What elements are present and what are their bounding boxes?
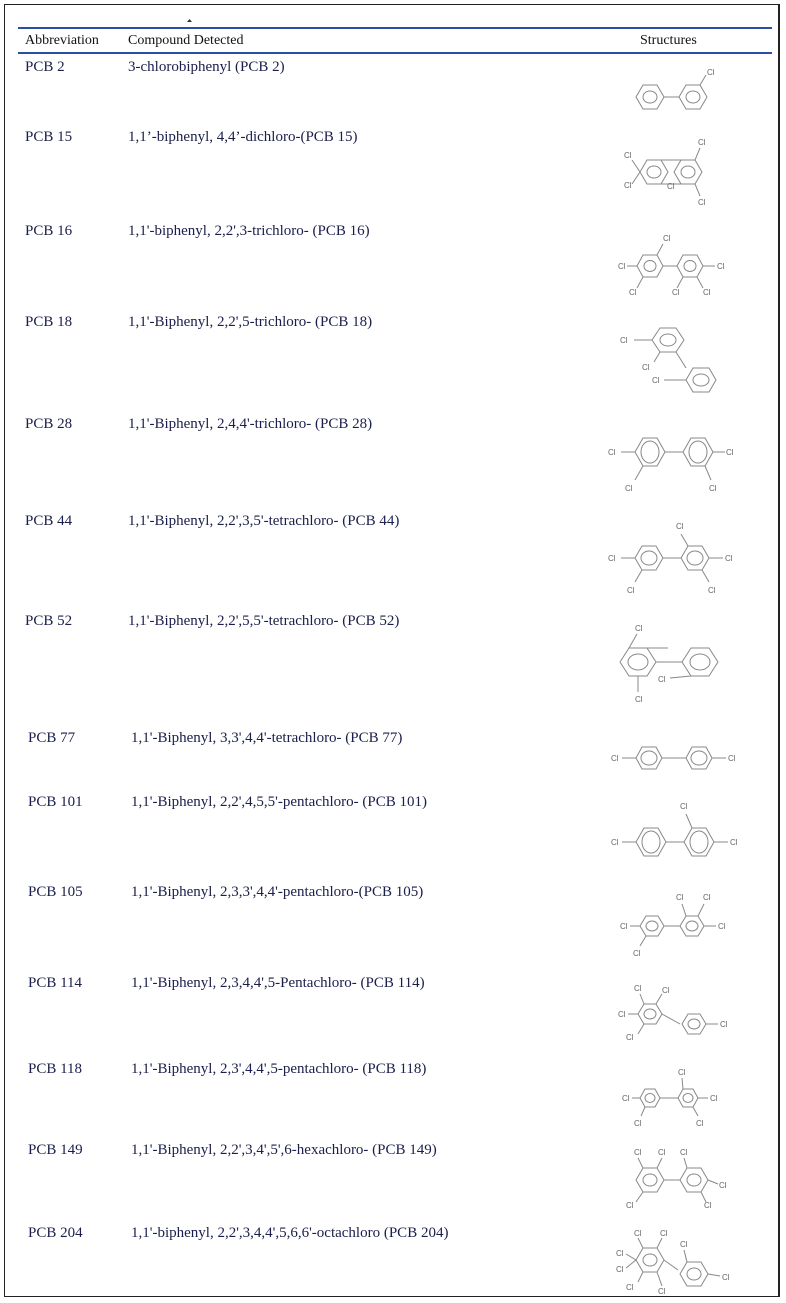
structure-pcb-44 xyxy=(605,520,740,601)
row-compound: 1,1'-Biphenyl, 2,3',4,4',5-pentachloro- (PCB 118) xyxy=(131,1061,427,1077)
svg-text:Cl: Cl xyxy=(722,1273,730,1282)
svg-text:Cl: Cl xyxy=(703,288,711,297)
row-compound: 3-chlorobiphenyl (PCB 2) xyxy=(128,59,285,75)
svg-text:Cl: Cl xyxy=(725,554,733,563)
row-compound: 1,1'-Biphenyl, 2,2',5,5'-tetrachloro- (PCB 52) xyxy=(128,613,400,629)
structure-pcb-52 xyxy=(610,618,735,713)
row-compound: 1,1'-Biphenyl, 2,2',5-trichloro- (PCB 18) xyxy=(128,314,373,330)
svg-text:Cl: Cl xyxy=(728,754,736,763)
row-compound: 1,1'-Biphenyl, 2,3,3',4,4'-pentachloro-(PCB 105) xyxy=(131,884,424,900)
svg-text:Cl: Cl xyxy=(626,1201,634,1210)
structure-pcb-28 xyxy=(605,428,740,499)
row-compound: 1,1'-Biphenyl, 2,2',3,4',5',6-hexachloro- (PCB 149) xyxy=(131,1142,437,1158)
structure-pcb-15 xyxy=(620,136,720,213)
svg-text:Cl: Cl xyxy=(629,288,637,297)
svg-text:Cl: Cl xyxy=(634,1148,642,1157)
right-border xyxy=(779,4,780,1297)
structure-pcb-16 xyxy=(615,232,730,303)
svg-text:Cl: Cl xyxy=(658,675,666,684)
svg-text:Cl: Cl xyxy=(680,1240,688,1249)
svg-text:Cl: Cl xyxy=(709,484,717,493)
svg-text:Cl: Cl xyxy=(720,1020,728,1029)
svg-text:Cl: Cl xyxy=(719,1181,727,1190)
header-abbreviation: Abbreviation xyxy=(25,33,99,48)
svg-text:Cl: Cl xyxy=(642,363,650,372)
row-compound: 1,1'-biphenyl, 2,2',3,4,4',5,6,6'-octachloro (PCB 204) xyxy=(131,1225,449,1241)
svg-text:Cl: Cl xyxy=(658,1148,666,1157)
row-compound: 1,1'-Biphenyl, 2,4,4'-trichloro- (PCB 28) xyxy=(128,416,373,432)
row-abbr: PCB 77 xyxy=(28,730,76,746)
header-compound: Compound Detected xyxy=(128,33,244,48)
svg-text:Cl: Cl xyxy=(680,802,688,811)
structure-pcb-77 xyxy=(608,740,743,781)
svg-text:Cl: Cl xyxy=(622,1094,630,1103)
row-abbr: PCB 114 xyxy=(28,975,83,991)
svg-text:Cl: Cl xyxy=(611,838,619,847)
svg-text:Cl: Cl xyxy=(730,838,738,847)
row-compound: 1,1'-Biphenyl, 2,2',4,5,5'-pentachloro- (PCB 101) xyxy=(131,794,427,810)
svg-text:Cl: Cl xyxy=(718,922,726,931)
header-top-rule xyxy=(18,27,772,29)
svg-text:Cl: Cl xyxy=(678,1068,686,1077)
svg-text:Cl: Cl xyxy=(696,1119,704,1128)
row-abbr: PCB 28 xyxy=(25,416,73,432)
structure-pcb-204 xyxy=(614,1230,739,1303)
svg-text:Cl: Cl xyxy=(624,151,632,160)
svg-text:Cl: Cl xyxy=(635,695,643,704)
svg-text:Cl: Cl xyxy=(620,922,628,931)
structure-pcb-105 xyxy=(618,890,738,965)
svg-text:Cl: Cl xyxy=(698,138,706,147)
svg-text:Cl: Cl xyxy=(658,1287,666,1296)
svg-text:Cl: Cl xyxy=(662,986,670,995)
row-abbr: PCB 52 xyxy=(25,613,73,629)
structure-pcb-114 xyxy=(618,984,743,1055)
row-compound: 1,1'-Biphenyl, 2,3,4,4',5-Pentachloro- (PCB 114) xyxy=(131,975,425,991)
svg-text:Cl: Cl xyxy=(616,1249,624,1258)
svg-text:Cl: Cl xyxy=(717,262,725,271)
row-abbr: PCB 44 xyxy=(25,513,73,529)
svg-text:Cl: Cl xyxy=(704,1201,712,1210)
header-bottom-rule xyxy=(18,52,772,54)
svg-text:Cl: Cl xyxy=(676,522,684,531)
row-abbr: PCB 16 xyxy=(25,223,73,239)
row-compound: 1,1'-biphenyl, 2,2',3-trichloro- (PCB 16) xyxy=(128,223,370,239)
svg-text:Cl: Cl xyxy=(698,198,706,207)
row-abbr: PCB 2 xyxy=(25,59,65,75)
svg-text:Cl: Cl xyxy=(620,336,628,345)
svg-text:Cl: Cl xyxy=(663,234,671,243)
svg-text:Cl: Cl xyxy=(624,181,632,190)
svg-text:Cl: Cl xyxy=(708,586,716,595)
row-abbr: PCB 15 xyxy=(25,129,73,145)
svg-text:Cl: Cl xyxy=(618,262,626,271)
svg-text:Cl: Cl xyxy=(626,1033,634,1042)
svg-text:Cl: Cl xyxy=(625,484,633,493)
structure-pcb-18 xyxy=(618,322,728,401)
svg-text:Cl: Cl xyxy=(618,1010,626,1019)
row-compound: 1,1'-Biphenyl, 3,3',4,4'-tetrachloro- (PCB 77) xyxy=(131,730,403,746)
svg-text:Cl: Cl xyxy=(660,1230,668,1238)
svg-text:Cl: Cl xyxy=(667,182,675,191)
svg-text:Cl: Cl xyxy=(680,1148,688,1157)
svg-text:Cl: Cl xyxy=(707,68,715,77)
svg-text:Cl: Cl xyxy=(608,448,616,457)
row-abbr: PCB 149 xyxy=(28,1142,83,1158)
row-compound: 1,1'-Biphenyl, 2,2',3,5'-tetrachloro- (PCB 44) xyxy=(128,513,400,529)
svg-text:Cl: Cl xyxy=(635,624,643,633)
row-abbr: PCB 118 xyxy=(28,1061,83,1077)
structure-pcb-118 xyxy=(622,1066,737,1137)
svg-text:Cl: Cl xyxy=(634,1230,642,1238)
row-compound: 1,1’-biphenyl, 4,4’-dichloro-(PCB 15) xyxy=(128,129,358,145)
svg-text:Cl: Cl xyxy=(634,1119,642,1128)
row-abbr: PCB 101 xyxy=(28,794,83,810)
row-abbr: PCB 204 xyxy=(28,1225,83,1241)
svg-text:Cl: Cl xyxy=(633,949,641,958)
row-abbr: PCB 105 xyxy=(28,884,83,900)
svg-text:Cl: Cl xyxy=(676,893,684,902)
caret-mark xyxy=(187,19,192,22)
row-abbr: PCB 18 xyxy=(25,314,73,330)
header-structures: Structures xyxy=(640,33,697,48)
svg-text:Cl: Cl xyxy=(652,376,660,385)
svg-text:Cl: Cl xyxy=(710,1094,718,1103)
structure-pcb-149 xyxy=(618,1146,738,1221)
svg-text:Cl: Cl xyxy=(626,1283,634,1292)
svg-text:Cl: Cl xyxy=(726,448,734,457)
svg-text:Cl: Cl xyxy=(608,554,616,563)
svg-text:Cl: Cl xyxy=(627,586,635,595)
svg-text:Cl: Cl xyxy=(616,1265,624,1274)
svg-text:Cl: Cl xyxy=(672,288,680,297)
svg-text:Cl: Cl xyxy=(634,984,642,993)
svg-text:Cl: Cl xyxy=(611,754,619,763)
structure-pcb-101 xyxy=(608,800,743,875)
svg-text:Cl: Cl xyxy=(703,893,711,902)
structure-pcb-2 xyxy=(630,64,720,115)
